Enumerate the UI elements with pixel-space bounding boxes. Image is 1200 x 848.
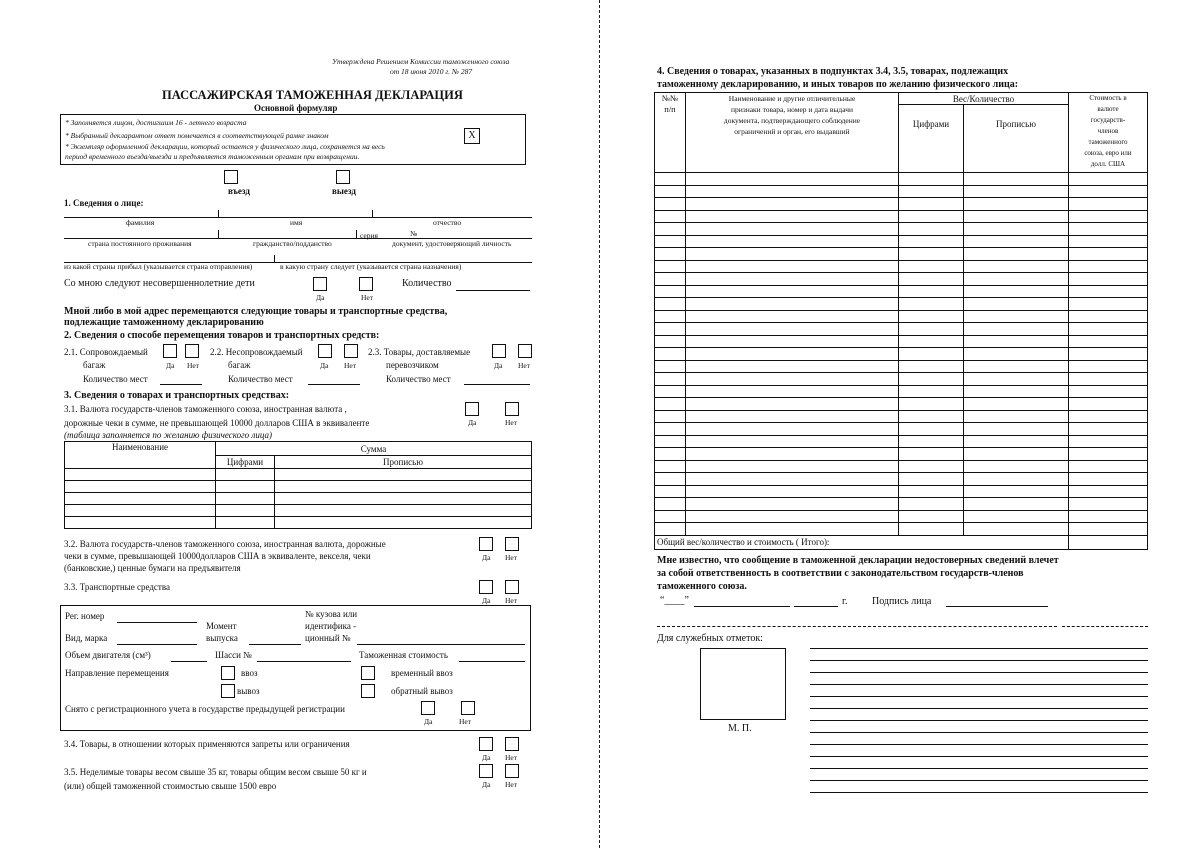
accompanied-baggage-label-2: багаж — [83, 360, 106, 370]
date-day: “____” — [660, 595, 689, 606]
currency-sum-header: Сумма — [216, 442, 532, 456]
service-line — [810, 648, 1148, 649]
currency-table — [64, 441, 532, 529]
table-row[interactable] — [655, 285, 1148, 298]
stamp-label: М. П. — [728, 723, 752, 734]
section-3-title: 3. Сведения о товарах и транспортных средствах: — [64, 390, 290, 401]
s31-no-checkbox[interactable] — [505, 402, 519, 416]
goods-cost-header-7: долл. США — [1090, 160, 1126, 168]
s21-no-checkbox[interactable] — [185, 344, 199, 358]
table-row[interactable] — [655, 235, 1148, 248]
children-quantity-label: Количество — [402, 278, 452, 289]
section-4-title-1: 4. Сведения о товарах, указанных в подпунктах 3.4, 3.5, товарах, подлежащих — [657, 66, 1009, 77]
from-country-caption: из какой страны прибыл (указывается страна отправления) — [64, 262, 253, 271]
table-row[interactable] — [655, 485, 1148, 498]
table-row[interactable] — [655, 385, 1148, 398]
approval-text: Утверждена Решением Комиссии таможенного союза — [332, 57, 510, 66]
s32-no-label: Нет — [505, 553, 518, 562]
s34-yes-checkbox[interactable] — [479, 737, 493, 751]
goods-weight-header: Вес/Количество — [899, 93, 1069, 105]
import-label: ввоз — [241, 668, 258, 678]
carrier-goods-label: 2.3. Товары, доставляемые — [368, 347, 471, 357]
goods-name-header — [686, 93, 899, 173]
section-2-title: 2. Сведения о способе перемещения товаров и транспортных средств: — [64, 330, 380, 341]
goods-digits-header: Цифрами — [899, 105, 964, 173]
name-caption: имя — [290, 218, 303, 227]
vehicle-box — [60, 605, 531, 731]
s33-no-checkbox[interactable] — [505, 580, 519, 594]
currency-name-header: Наименование — [65, 442, 216, 469]
body-number-label-2: идентифика - — [305, 621, 357, 631]
citizenship-caption: гражданство/подданство — [253, 239, 332, 248]
s34-text: 3.4. Товары, в отношении которых применяются запреты или ограничения — [64, 739, 350, 749]
goods-table — [654, 92, 1148, 550]
make-label: Вид, марка — [65, 633, 108, 643]
s21-yes-checkbox[interactable] — [163, 344, 177, 358]
s22-places-label: Количество мест — [228, 374, 293, 384]
service-line — [810, 708, 1148, 709]
s32-text-3: (банковские,) ценные бумаги на предъявителя — [64, 563, 241, 573]
s35-no-label: Нет — [505, 780, 518, 789]
service-line — [810, 768, 1148, 769]
s34-no-label: Нет — [505, 753, 518, 762]
s33-yes-checkbox[interactable] — [479, 580, 493, 594]
s23-no-label: Нет — [518, 361, 531, 370]
s31-text-2: дорожные чеки в сумме, не превышающей 10000 долларов США в эквиваленте — [64, 418, 370, 428]
goods-total-label: Общий вес/количество и стоимость ( Итого): — [655, 535, 1069, 549]
table-row[interactable] — [655, 460, 1148, 473]
currency-digits-header: Цифрами — [216, 456, 275, 469]
note-4: период временного въезда/выезда и предъявляется таможенным органам при возвращении. — [65, 152, 360, 161]
table-row[interactable] — [655, 260, 1148, 273]
service-line — [810, 744, 1148, 745]
goods-num-header-1: №№ — [661, 93, 679, 103]
s22-no-label: Нет — [344, 361, 357, 370]
table-row[interactable] — [65, 493, 532, 505]
children-quantity-field[interactable] — [456, 290, 530, 291]
engine-volume-field[interactable] — [171, 661, 207, 662]
table-row[interactable] — [65, 469, 532, 481]
goods-name-header-4: ограничений и орган, его выдавший — [734, 127, 850, 136]
table-row[interactable] — [655, 498, 1148, 511]
body-number-label-1: № кузова или — [305, 609, 358, 619]
page-title: ПАССАЖИРСКАЯ ТАМОЖЕННАЯ ДЕКЛАРАЦИЯ — [162, 88, 463, 102]
s23-places-field[interactable] — [464, 384, 530, 385]
table-row[interactable] — [655, 423, 1148, 436]
service-line — [810, 672, 1148, 673]
s31-yes-checkbox[interactable] — [465, 402, 479, 416]
service-line — [810, 732, 1148, 733]
service-line — [810, 660, 1148, 661]
s32-yes-checkbox[interactable] — [479, 537, 493, 551]
signature-label: Подпись лица — [872, 596, 932, 607]
goods-name-header-3: документа, подтверждающего соблюдение — [723, 116, 861, 125]
s35-text-1: 3.5. Неделимые товары весом свыше 35 кг, товары общим весом свыше 50 кг и — [64, 767, 367, 777]
note-3: * Экземпляр оформленной декларации, который остается у физического лица, сохраняется на весь — [65, 142, 385, 151]
table-row[interactable] — [655, 298, 1148, 311]
service-marks-label: Для служебных отметок: — [657, 633, 763, 644]
release-moment-label: Момент — [206, 621, 237, 631]
accompanied-baggage-label: 2.1. Сопровождаемый — [64, 347, 148, 357]
table-row[interactable] — [65, 517, 532, 529]
reverse-export-checkbox[interactable] — [361, 684, 375, 698]
s31-note: (таблица заполняется по желанию физического лица) — [64, 430, 272, 440]
awareness-text-1: Мне известно, что сообщение в таможенной декларации недостоверных сведений влечет — [657, 555, 1059, 566]
page-divider — [599, 0, 600, 848]
s22-no-checkbox[interactable] — [344, 344, 358, 358]
service-line — [810, 684, 1148, 685]
goods-num-header — [655, 93, 686, 173]
s31-text-1: 3.1. Валюта государств-членов таможенного союза, иностранная валюта , — [64, 404, 347, 414]
s23-no-checkbox[interactable] — [518, 344, 532, 358]
s32-text-1: 3.2. Валюта государств-членов таможенного союза, иностранная валюта, дорожные — [64, 539, 386, 549]
s35-yes-checkbox[interactable] — [479, 764, 493, 778]
mark-sample-box: X — [464, 128, 480, 144]
entry-checkbox[interactable] — [224, 170, 238, 184]
moving-text-2: подлежащие таможенному декларированию — [64, 317, 264, 328]
note-2: * Выбранный декларантом ответ помечается в соответствующей рамке знаком — [65, 131, 329, 140]
goods-cost-header — [1069, 93, 1148, 173]
signature-field[interactable] — [946, 606, 1048, 607]
s23-places-label: Количество мест — [386, 374, 451, 384]
stamp-box — [700, 648, 786, 720]
patronymic-caption: отчество — [433, 218, 462, 227]
number-caption: № — [410, 229, 418, 238]
children-yes-checkbox[interactable] — [313, 277, 327, 291]
s33-no-label: Нет — [505, 596, 518, 605]
moving-text-1: Мной либо в мой адрес перемещаются следующие товары и транспортные средства, — [64, 306, 448, 317]
note-1: * Заполняется лицом, достигшим 16 - летнего возраста — [65, 118, 247, 127]
table-row[interactable] — [65, 505, 532, 517]
section-1-title: 1. Сведения о лице: — [64, 198, 144, 208]
entry-label: въезд — [228, 186, 250, 196]
s23-yes-label: Да — [494, 361, 503, 370]
table-row[interactable] — [655, 373, 1148, 386]
reverse-export-label: обратный вывоз — [391, 686, 453, 696]
goods-cost-header-3: государств- — [1090, 116, 1126, 124]
table-row[interactable] — [655, 398, 1148, 411]
s21-places-label: Количество мест — [83, 374, 148, 384]
reg-number-label: Рег. номер — [65, 611, 105, 621]
s23-yes-checkbox[interactable] — [492, 344, 506, 358]
table-row[interactable] — [655, 198, 1148, 211]
deregistered-label: Снято с регистрационного учета в государстве предыдущей регистрации — [65, 704, 345, 714]
service-line — [810, 780, 1148, 781]
table-row[interactable] — [655, 448, 1148, 461]
table-row[interactable] — [655, 335, 1148, 348]
year-suffix: г. — [842, 596, 848, 607]
s32-yes-label: Да — [482, 553, 491, 562]
exit-label: выезд — [332, 186, 356, 196]
s34-yes-label: Да — [482, 753, 491, 762]
customs-value-field[interactable] — [459, 661, 525, 662]
goods-name-header-2: признаки товара, номер и дата выдачи — [730, 105, 854, 114]
service-line — [810, 792, 1148, 793]
s33-text: 3.3. Транспортные средства — [64, 582, 170, 592]
reg-number-field[interactable] — [117, 622, 197, 623]
s34-no-checkbox[interactable] — [505, 737, 519, 751]
goods-name-header-1: Наименование и другие отличительные — [728, 94, 856, 103]
deregistered-yes-label: Да — [424, 717, 433, 726]
service-line — [810, 696, 1148, 697]
s21-yes-label: Да — [166, 361, 175, 370]
goods-cost-header-2: валюте — [1097, 105, 1119, 113]
goods-cost-header-1: Стоимость в — [1089, 94, 1127, 102]
deregistered-no-checkbox[interactable] — [461, 701, 475, 715]
chassis-label: Шасси № — [215, 650, 252, 660]
s32-no-checkbox[interactable] — [505, 537, 519, 551]
export-checkbox[interactable] — [221, 684, 235, 698]
table-row[interactable] — [655, 510, 1148, 523]
service-line — [810, 756, 1148, 757]
children-no-label: Нет — [361, 293, 374, 302]
service-line — [810, 720, 1148, 721]
currency-words-header: Прописью — [275, 456, 532, 469]
goods-words-header: Прописью — [964, 105, 1069, 173]
s31-no-label: Нет — [505, 418, 518, 427]
awareness-text-2: за собой ответственность в соответствии с законодательством государств-членов — [657, 568, 1024, 579]
table-row[interactable] — [655, 173, 1148, 186]
s35-no-checkbox[interactable] — [505, 764, 519, 778]
release-label: выпуска — [206, 633, 238, 643]
table-row[interactable] — [655, 273, 1148, 286]
approval-date: от 18 июня 2010 г. № 287 — [390, 67, 473, 76]
table-row[interactable] — [655, 223, 1148, 236]
deregistered-yes-checkbox[interactable] — [421, 701, 435, 715]
unaccompanied-baggage-label: 2.2. Несопровождаемый — [210, 347, 303, 357]
awareness-text-3: таможенного союза. — [657, 581, 747, 592]
temp-import-label: временный ввоз — [391, 668, 453, 678]
goods-cost-header-5: таможенного — [1088, 138, 1128, 146]
s21-no-label: Нет — [187, 361, 200, 370]
to-country-caption: в какую страну следует (указывается страна назначения) — [280, 262, 462, 271]
s21-places-field[interactable] — [160, 384, 202, 385]
s22-yes-checkbox[interactable] — [318, 344, 332, 358]
table-row[interactable] — [655, 360, 1148, 373]
export-label: вывоз — [237, 686, 260, 696]
s31-yes-label: Да — [468, 418, 477, 427]
table-row[interactable] — [655, 410, 1148, 423]
table-row[interactable] — [655, 248, 1148, 261]
direction-label: Направление перемещения — [65, 668, 169, 678]
release-field[interactable] — [249, 644, 301, 645]
children-no-checkbox[interactable] — [359, 277, 373, 291]
body-number-field[interactable] — [357, 644, 525, 645]
s22-yes-label: Да — [320, 361, 329, 370]
notes-box — [60, 114, 526, 165]
s33-yes-label: Да — [482, 596, 491, 605]
table-row[interactable] — [65, 481, 532, 493]
chassis-field[interactable] — [257, 661, 351, 662]
s22-places-field[interactable] — [308, 384, 360, 385]
children-label: Со мною следуют несовершеннолетние дети — [64, 278, 255, 289]
table-row[interactable] — [655, 435, 1148, 448]
s32-text-2: чеки в сумме, превышающей 10000долларов США в эквиваленте, векселя, чеки — [64, 551, 371, 561]
table-row[interactable] — [655, 473, 1148, 486]
unaccompanied-baggage-label-2: багаж — [228, 360, 251, 370]
residence-country-caption: страна постоянного проживания — [88, 239, 192, 248]
goods-num-header-2: п/п — [664, 104, 676, 114]
series-caption: серия — [360, 231, 378, 240]
import-checkbox[interactable] — [221, 666, 235, 680]
children-yes-label: Да — [316, 293, 325, 302]
s35-yes-label: Да — [482, 780, 491, 789]
goods-total-value[interactable] — [1069, 535, 1148, 549]
customs-value-label: Таможенная стоимость — [359, 650, 448, 660]
make-field[interactable] — [117, 644, 197, 645]
exit-checkbox[interactable] — [336, 170, 350, 184]
table-row[interactable] — [655, 310, 1148, 323]
section-4-title-2: таможенному декларированию, и иных товаров по желанию физического лица: — [657, 79, 1019, 90]
engine-volume-label: Объем двигателя (см³) — [65, 650, 151, 660]
page-subtitle: Основной формуляр — [254, 103, 338, 113]
date-year-field[interactable] — [794, 606, 838, 607]
table-row[interactable] — [655, 523, 1148, 536]
table-row[interactable] — [655, 323, 1148, 336]
temp-import-checkbox[interactable] — [361, 666, 375, 680]
table-row[interactable] — [655, 185, 1148, 198]
s35-text-2: (или) общей таможенной стоимостью свыше 1500 евро — [64, 781, 277, 791]
goods-cost-header-4: членов — [1097, 127, 1119, 135]
goods-cost-header-6: союза, евро или — [1084, 149, 1132, 157]
deregistered-no-label: Нет — [459, 717, 472, 726]
table-row[interactable] — [655, 348, 1148, 361]
surname-caption: фамилия — [126, 218, 155, 227]
id-document-caption: документ, удостоверяющий личность — [392, 239, 512, 248]
carrier-goods-label-2: перевозчиком — [386, 360, 439, 370]
table-row[interactable] — [655, 210, 1148, 223]
body-number-label-3: ционный № — [305, 633, 351, 643]
date-month-field[interactable] — [694, 606, 790, 607]
